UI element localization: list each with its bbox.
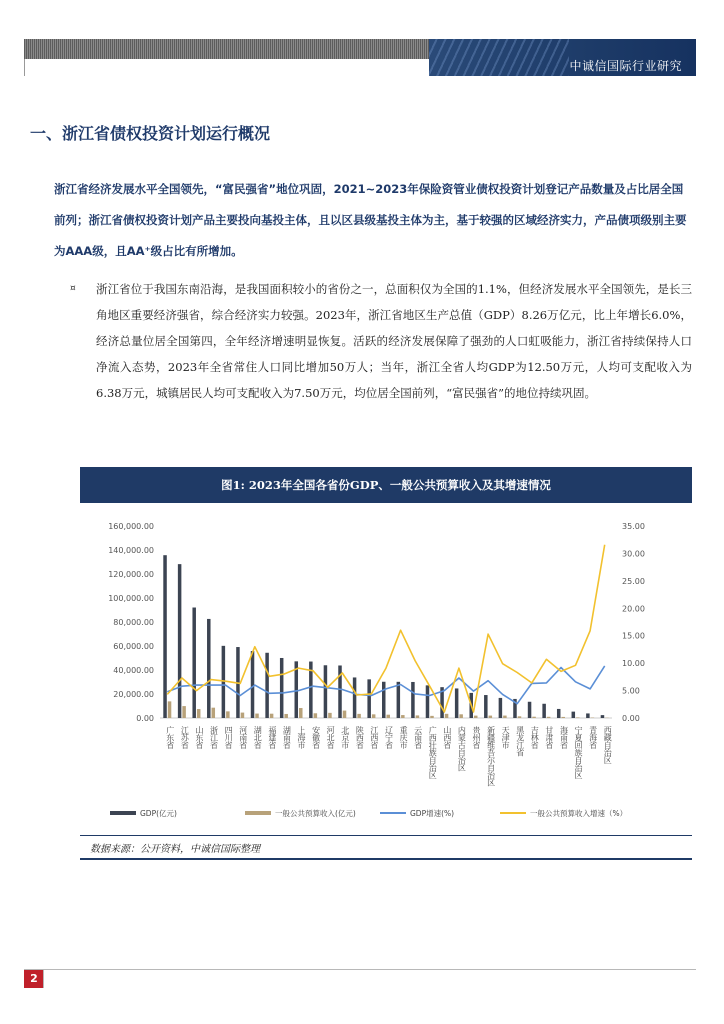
y-left-tick-label: 20,000.00 — [113, 690, 154, 699]
bar-gdp — [280, 658, 283, 718]
x-category-label: 河南省 — [238, 726, 248, 749]
chart-title: 图1: 2023年全国各省份GDP、一般公共预算收入及其增速情况 — [80, 467, 692, 503]
bar-revenue — [518, 716, 521, 718]
chart-source — [80, 835, 692, 860]
legend-label: GDP增速(%) — [410, 809, 455, 818]
bar-gdp — [484, 695, 487, 718]
bar-gdp — [557, 709, 560, 718]
bar-gdp — [251, 651, 254, 718]
legend-swatch — [110, 811, 136, 815]
bar-revenue — [212, 708, 215, 718]
bar-gdp — [528, 702, 531, 718]
body-paragraph: 浙江省位于我国东南沿海，是我国面积较小的省份之一，总面积仅为全国的1.1%，但经济发展水平全国领先，是长三角地区重要经济强省，综合经济实力较强。2023年，浙江省地区生产总值（GDP）8.26万亿元，比上年增长6.0%，经济总量位居全国第四，全年经济增速明显恢复。活跃的经济发展保障了强劲的人口虹吸能力，浙江省持续保持人口净流入态势，2023年全省常住人口同比增加50万人；当年，浙江全省人均GDP为12.50万元，人均可支配收入为6.38万元，城镇居民人均可支配收入为7.50万元，均位居全国前列，“富民强省”的地位持续巩固。 — [96, 282, 692, 400]
bullet-marker: ¤ — [70, 284, 76, 294]
x-category-label: 江苏省 — [180, 726, 190, 749]
bar-revenue — [401, 715, 404, 718]
bar-revenue — [416, 715, 419, 718]
x-category-label: 浙江省 — [209, 726, 219, 749]
header-decor — [429, 39, 569, 76]
y-right-tick-label: 5.00 — [622, 686, 640, 696]
bar-gdp — [178, 564, 181, 718]
bar-revenue — [576, 717, 579, 718]
bar-gdp — [265, 653, 268, 718]
x-category-label: 广西壮族自治区 — [428, 726, 438, 779]
y-left-tick-label: 0.00 — [136, 714, 154, 723]
x-category-label: 黑龙江省 — [515, 726, 525, 756]
x-category-label: 贵州省 — [471, 726, 481, 749]
bar-gdp — [163, 555, 166, 718]
y-right-tick-label: 10.00 — [622, 659, 645, 669]
x-category-label: 广东省 — [165, 726, 175, 749]
x-category-label: 新疆维吾尔自治区 — [486, 726, 496, 786]
bar-revenue — [459, 714, 462, 718]
bar-revenue — [561, 717, 564, 718]
bar-gdp — [411, 682, 414, 718]
bar-gdp — [324, 665, 327, 718]
y-right-tick-label: 20.00 — [622, 604, 645, 614]
y-right-tick-label: 25.00 — [622, 576, 645, 586]
bar-gdp — [397, 682, 400, 718]
x-category-label: 海南省 — [559, 726, 569, 749]
legend-label: GDP(亿元) — [140, 809, 177, 818]
x-category-label: 青海省 — [588, 726, 598, 749]
bar-gdp — [572, 712, 575, 718]
bar-gdp — [382, 682, 385, 718]
bar-gdp — [499, 698, 502, 718]
y-left-tick-label: 140,000.00 — [108, 546, 154, 555]
x-category-label: 江西省 — [369, 726, 379, 749]
bar-revenue — [299, 708, 302, 718]
bar-revenue — [241, 713, 244, 718]
bar-revenue — [182, 706, 185, 718]
y-left-tick-label: 120,000.00 — [108, 570, 154, 579]
x-category-label: 上海市 — [297, 726, 307, 749]
x-category-label: 安徽省 — [311, 726, 321, 749]
x-category-label: 湖北省 — [253, 726, 263, 749]
y-right-tick-label: 0.00 — [622, 714, 640, 723]
x-category-label: 河北省 — [326, 726, 336, 749]
bar-gdp — [367, 679, 370, 718]
line-revenue-growth — [167, 545, 604, 712]
bar-revenue — [270, 714, 273, 718]
bar-revenue — [430, 716, 433, 718]
x-category-label: 云南省 — [413, 726, 423, 749]
bar-revenue — [284, 714, 287, 718]
legend-label: 一般公共预算收入(亿元) — [275, 809, 356, 818]
x-category-label: 湖南省 — [282, 726, 292, 749]
bar-revenue — [226, 711, 229, 718]
bar-revenue — [168, 701, 171, 718]
bar-gdp — [542, 704, 545, 718]
bar-gdp — [586, 713, 589, 718]
x-category-label: 重庆市 — [399, 726, 409, 749]
x-category-label: 福建省 — [267, 726, 277, 749]
chart-svg — [80, 503, 692, 835]
y-left-tick-label: 160,000.00 — [108, 522, 154, 531]
x-category-label: 内蒙古自治区 — [457, 726, 467, 771]
bar-revenue — [503, 716, 506, 718]
bar-revenue — [532, 717, 535, 718]
bar-gdp — [222, 646, 225, 718]
bar-revenue — [547, 717, 550, 718]
bar-revenue — [489, 716, 492, 718]
header-divider — [24, 59, 25, 76]
x-category-label: 北京市 — [340, 726, 350, 749]
x-category-label: 山东省 — [194, 726, 204, 749]
bar-revenue — [445, 714, 448, 718]
bar-gdp — [455, 688, 458, 718]
x-category-label: 西藏自治区 — [603, 726, 613, 764]
chart-source-text: 数据来源：公开资料，中诚信国际整理 — [90, 844, 260, 855]
figure-1 — [80, 467, 692, 857]
bar-revenue — [372, 714, 375, 718]
footer-rule — [24, 969, 696, 970]
y-left-tick-label: 60,000.00 — [113, 642, 154, 651]
y-left-tick-label: 80,000.00 — [113, 618, 154, 627]
bar-revenue — [197, 709, 200, 718]
x-category-label: 天津市 — [501, 726, 511, 749]
header-brand-banner — [429, 39, 696, 76]
bar-revenue — [255, 714, 258, 718]
x-category-label: 山西省 — [442, 726, 452, 749]
bar-revenue — [314, 713, 317, 718]
section-title: 一、浙江省债权投资计划运行概况 — [30, 124, 271, 143]
x-category-label: 陕西省 — [355, 726, 365, 749]
bar-revenue — [387, 715, 390, 718]
bar-revenue — [343, 711, 346, 718]
x-category-label: 吉林省 — [530, 726, 540, 749]
y-right-tick-label: 15.00 — [622, 631, 645, 641]
bar-revenue — [474, 716, 477, 718]
x-category-label: 四川省 — [224, 726, 234, 749]
legend-label: 一般公共预算收入增速（%） — [530, 809, 628, 818]
y-left-tick-label: 100,000.00 — [108, 594, 154, 603]
x-category-label: 宁夏回族自治区 — [574, 726, 584, 779]
x-category-label: 甘肃省 — [544, 726, 554, 749]
bar-gdp — [192, 608, 195, 718]
y-right-tick-label: 30.00 — [622, 549, 645, 559]
header-brand-text: 中诚信国际行业研究 — [569, 59, 682, 73]
bar-gdp — [353, 677, 356, 718]
bar-gdp — [426, 685, 429, 718]
y-right-tick-label: 35.00 — [622, 522, 645, 531]
page-number: 2 — [24, 970, 44, 988]
bar-revenue — [328, 713, 331, 718]
bar-gdp — [207, 619, 210, 718]
bar-revenue — [357, 714, 360, 718]
footer-divider — [43, 970, 44, 988]
y-left-tick-label: 40,000.00 — [113, 666, 154, 675]
bar-gdp — [601, 715, 604, 718]
x-category-label: 辽宁省 — [384, 726, 394, 749]
summary-paragraph: 浙江省经济发展水平全国领先，“富民强省”地位巩固，2021~2023年保险资管业债权投资计划登记产品数量及占比居全国前列；浙江省债权投资计划产品主要投向基投主体，且以区县级基投主体为主，基于较强的区域经济实力，产品债项级别主要为AAA级，且AA⁺级占比有所增加。 — [54, 182, 687, 258]
legend-swatch — [245, 811, 271, 815]
